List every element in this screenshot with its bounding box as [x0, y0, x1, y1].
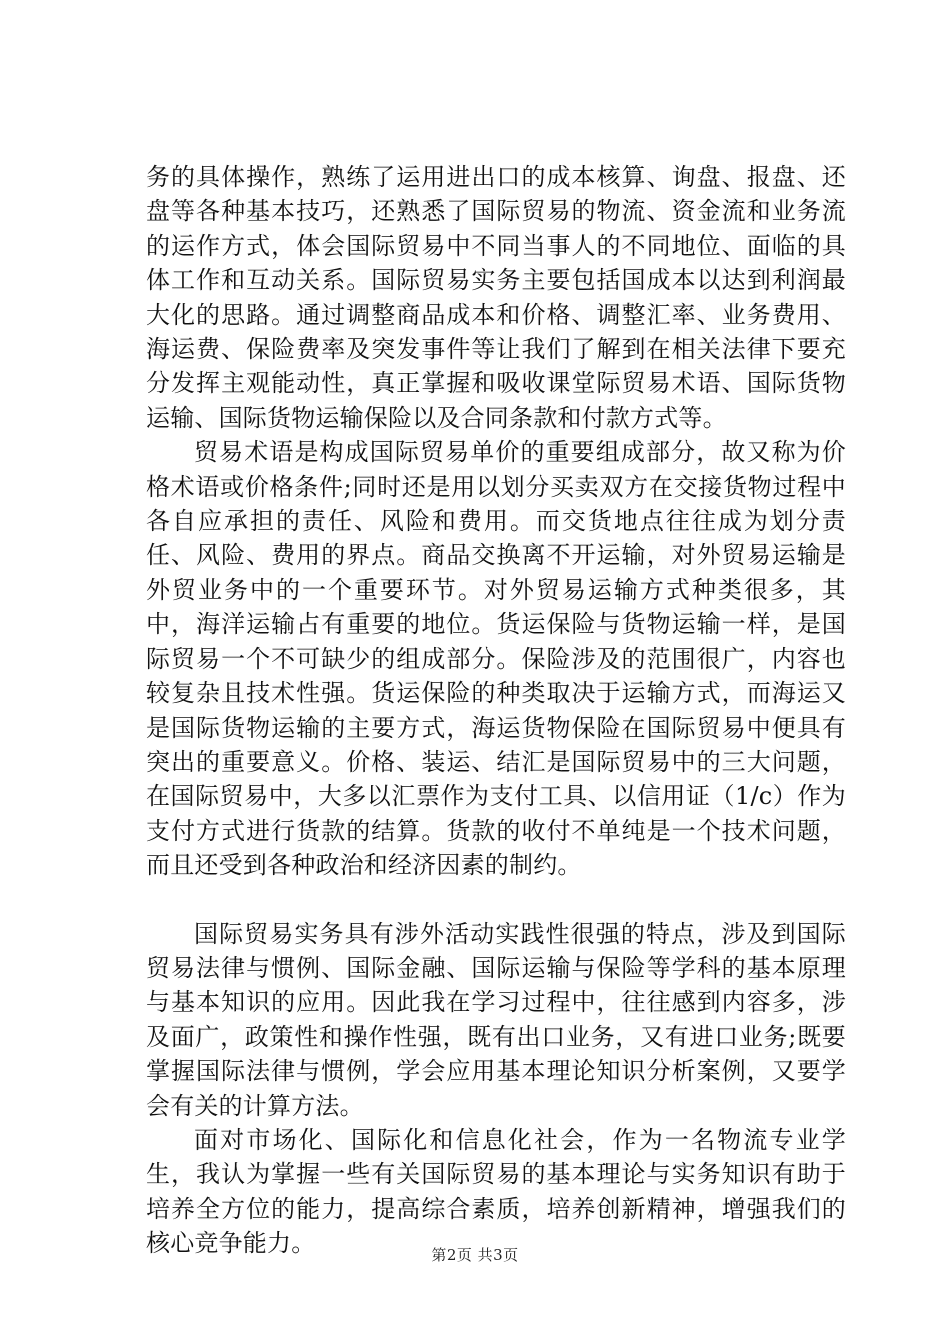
paragraph-4: 面对市场化、国际化和信息化社会，作为一名物流专业学生，我认为掌握一些有关国际贸易的基本理论与实务知识有助于培养全方位的能力，提高综合素质，培养创新精神，增强我们的核心竞争能力。 — [146, 1125, 846, 1258]
paragraph-2: 贸易术语是构成国际贸易单价的重要组成部分，故又称为价格术语或价格条件;同时还是用以划分买卖双方在交接货物过程中各自应承担的责任、风险和费用。而交货地点往往成为划分责任、风险、费用的界点。商品交换离不开运输，对外贸易运输是外贸业务中的一个重要环节。对外贸易运输方式种类很多，其中，海洋运输占有重要的地位。货运保险与货物运输一样，是国际贸易一个不可缺少的组成部分。保险涉及的范围很广，内容也较复杂且技术性强。货运保险的种类取决于运输方式，而海运又是国际货物运输的主要方式，海运货物保险在国际贸易中便具有突出的重要意义。价格、装运、结汇是国际贸易中的三大问题，在国际贸易中，大多以汇票作为支付工具、以信用证（1/c）作为支付方式进行货款的结算。货款的收付不单纯是一个技术问题，而且还受到各种政治和经济因素的制约。 — [146, 438, 846, 880]
body-text — [146, 160, 846, 1261]
paragraph-3: 国际贸易实务具有涉外活动实践性很强的特点，涉及到国际贸易法律与惯例、国际金融、国际运输与保险等学科的基本原理与基本知识的应用。因此我在学习过程中，往往感到内容多，涉及面广，政策性和操作性强，既有出口业务，又有进口业务;既要掌握国际法律与惯例，学会应用基本理论知识分析案例，又要学会有关的计算方法。 — [146, 919, 846, 1120]
page-footer: 第2页 共3页 — [431, 1246, 519, 1264]
paragraph-1: 务的具体操作，熟练了运用进出口的成本核算、询盘、报盘、还盘等各种基本技巧，还熟悉了国际贸易的物流、资金流和业务流的运作方式，体会国际贸易中不同当事人的不同地位、面临的具体工作和互动关系。国际贸易实务主要包括国成本以达到利润最大化的思路。通过调整商品成本和价格、调整汇率、业务费用、海运费、保险费率及突发事件等让我们了解到在相关法律下要充分发挥主观能动性，真正掌握和吸收课堂际贸易术语、国际货物运输、国际货物运输保险以及合同条款和付款方式等。 — [146, 163, 846, 432]
